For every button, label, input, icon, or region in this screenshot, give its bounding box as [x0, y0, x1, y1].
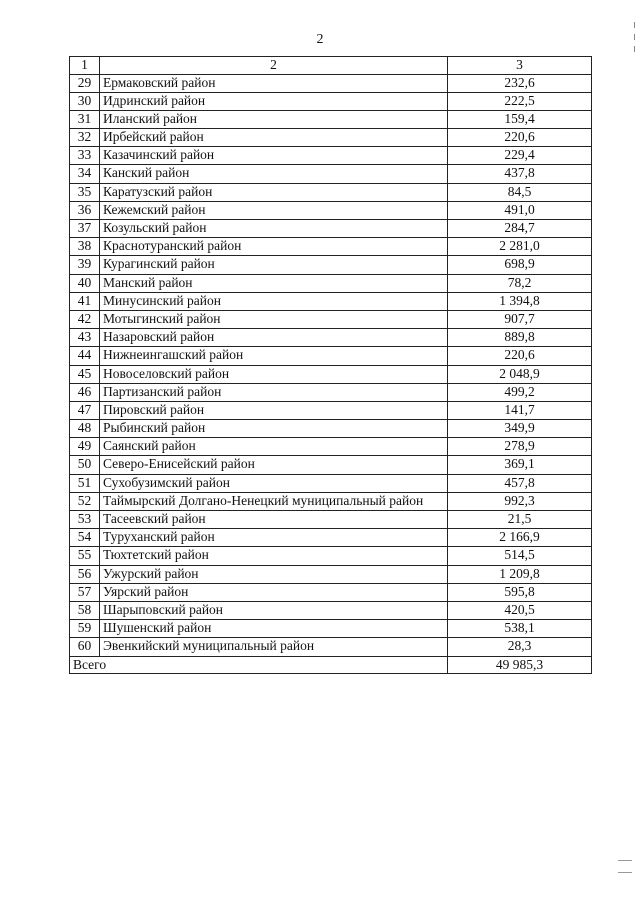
table-row — [70, 129, 592, 147]
row-number: 43 — [70, 329, 100, 347]
table-row — [70, 456, 592, 474]
row-number: 52 — [70, 492, 100, 510]
district-name: Туруханский район — [100, 529, 448, 547]
scan-edge-dash — [618, 872, 632, 873]
amount-value: 2 166,9 — [448, 529, 592, 547]
table-row — [70, 274, 592, 292]
district-name: Уярский район — [100, 583, 448, 601]
amount-value: 232,6 — [448, 74, 592, 92]
table-row — [70, 547, 592, 565]
table-row — [70, 238, 592, 256]
amount-value: 889,8 — [448, 329, 592, 347]
amount-value: 84,5 — [448, 183, 592, 201]
amount-value: 141,7 — [448, 401, 592, 419]
row-number: 59 — [70, 620, 100, 638]
row-number: 56 — [70, 565, 100, 583]
row-number: 45 — [70, 365, 100, 383]
table-row — [70, 438, 592, 456]
column-header-name: 2 — [100, 57, 448, 75]
amount-value: 21,5 — [448, 511, 592, 529]
table-row — [70, 329, 592, 347]
amount-value: 229,4 — [448, 147, 592, 165]
row-number: 33 — [70, 147, 100, 165]
district-name: Новоселовский район — [100, 365, 448, 383]
table-row — [70, 165, 592, 183]
total-row — [70, 656, 592, 674]
table-row — [70, 529, 592, 547]
district-name: Иланский район — [100, 110, 448, 128]
amount-value: 78,2 — [448, 274, 592, 292]
table-row — [70, 420, 592, 438]
district-name: Ирбейский район — [100, 129, 448, 147]
table-row — [70, 183, 592, 201]
row-number: 40 — [70, 274, 100, 292]
table-row — [70, 347, 592, 365]
amount-value: 284,7 — [448, 220, 592, 238]
page-number: 2 — [316, 32, 324, 47]
table-row — [70, 565, 592, 583]
row-number: 51 — [70, 474, 100, 492]
table-row — [70, 492, 592, 510]
district-name: Рыбинский район — [100, 420, 448, 438]
district-name: Минусинский район — [100, 292, 448, 310]
row-number: 39 — [70, 256, 100, 274]
amount-value: 28,3 — [448, 638, 592, 656]
row-number: 58 — [70, 601, 100, 619]
table-row — [70, 365, 592, 383]
row-number: 31 — [70, 110, 100, 128]
row-number: 29 — [70, 74, 100, 92]
amount-value: 1 394,8 — [448, 292, 592, 310]
row-number: 44 — [70, 347, 100, 365]
scan-edge-dash — [618, 860, 632, 861]
table-row — [70, 638, 592, 656]
row-number: 37 — [70, 220, 100, 238]
row-number: 49 — [70, 438, 100, 456]
district-name: Ермаковский район — [100, 74, 448, 92]
district-name: Канский район — [100, 165, 448, 183]
row-number: 41 — [70, 292, 100, 310]
amount-value: 437,8 — [448, 165, 592, 183]
table-row — [70, 74, 592, 92]
column-header-number: 1 — [70, 57, 100, 75]
amount-value: 349,9 — [448, 420, 592, 438]
row-number: 53 — [70, 511, 100, 529]
row-number: 46 — [70, 383, 100, 401]
table-body — [70, 74, 592, 656]
table-row — [70, 511, 592, 529]
row-number: 42 — [70, 310, 100, 328]
district-name: Шарыповский район — [100, 601, 448, 619]
row-number: 32 — [70, 129, 100, 147]
row-number: 38 — [70, 238, 100, 256]
row-number: 57 — [70, 583, 100, 601]
district-name: Пировский район — [100, 401, 448, 419]
district-name: Мотыгинский район — [100, 310, 448, 328]
district-name: Тюхтетский район — [100, 547, 448, 565]
row-number: 60 — [70, 638, 100, 656]
row-number: 55 — [70, 547, 100, 565]
district-name: Партизанский район — [100, 383, 448, 401]
row-number: 35 — [70, 183, 100, 201]
amount-value: 220,6 — [448, 347, 592, 365]
table-row — [70, 147, 592, 165]
district-name: Казачинский район — [100, 147, 448, 165]
row-number: 34 — [70, 165, 100, 183]
amount-value: 907,7 — [448, 310, 592, 328]
amount-value: 222,5 — [448, 92, 592, 110]
district-name: Нижнеингашский район — [100, 347, 448, 365]
table-row — [70, 401, 592, 419]
amount-value: 514,5 — [448, 547, 592, 565]
amount-value: 2 048,9 — [448, 365, 592, 383]
scan-edge-marks — [634, 22, 636, 58]
table-row — [70, 256, 592, 274]
amount-value: 1 209,8 — [448, 565, 592, 583]
district-name: Назаровский район — [100, 329, 448, 347]
district-name: Козульский район — [100, 220, 448, 238]
district-name: Каратузский район — [100, 183, 448, 201]
table-row — [70, 383, 592, 401]
district-name: Краснотуранский район — [100, 238, 448, 256]
amount-value: 992,3 — [448, 492, 592, 510]
table-row — [70, 110, 592, 128]
district-name: Северо-Енисейский район — [100, 456, 448, 474]
row-number: 47 — [70, 401, 100, 419]
district-name: Тасеевский район — [100, 511, 448, 529]
table-row — [70, 92, 592, 110]
row-number: 54 — [70, 529, 100, 547]
table-row — [70, 601, 592, 619]
district-name: Курагинский район — [100, 256, 448, 274]
table-row — [70, 201, 592, 219]
total-label: Всего — [70, 656, 448, 674]
amount-value: 159,4 — [448, 110, 592, 128]
district-name: Идринский район — [100, 92, 448, 110]
table-row — [70, 220, 592, 238]
amount-value: 420,5 — [448, 601, 592, 619]
column-header-value: 3 — [448, 57, 592, 75]
district-name: Манский район — [100, 274, 448, 292]
amount-value: 491,0 — [448, 201, 592, 219]
amount-value: 538,1 — [448, 620, 592, 638]
table-header-row — [70, 57, 592, 75]
amount-value: 698,9 — [448, 256, 592, 274]
district-name: Шушенский район — [100, 620, 448, 638]
district-name: Таймырский Долгано-Ненецкий муниципальный район — [100, 492, 448, 510]
table-row — [70, 310, 592, 328]
district-name: Саянский район — [100, 438, 448, 456]
table-row — [70, 583, 592, 601]
amount-value: 369,1 — [448, 456, 592, 474]
total-value: 49 985,3 — [448, 656, 592, 674]
row-number: 50 — [70, 456, 100, 474]
amount-value: 2 281,0 — [448, 238, 592, 256]
row-number: 36 — [70, 201, 100, 219]
amount-value: 499,2 — [448, 383, 592, 401]
row-number: 30 — [70, 92, 100, 110]
district-name: Сухобузимский район — [100, 474, 448, 492]
table-row — [70, 474, 592, 492]
table-row — [70, 292, 592, 310]
amount-value: 457,8 — [448, 474, 592, 492]
budget-table — [69, 56, 592, 674]
amount-value: 220,6 — [448, 129, 592, 147]
amount-value: 595,8 — [448, 583, 592, 601]
district-name: Эвенкийский муниципальный район — [100, 638, 448, 656]
amount-value: 278,9 — [448, 438, 592, 456]
row-number: 48 — [70, 420, 100, 438]
district-name: Ужурский район — [100, 565, 448, 583]
district-name: Кежемский район — [100, 201, 448, 219]
table-row — [70, 620, 592, 638]
